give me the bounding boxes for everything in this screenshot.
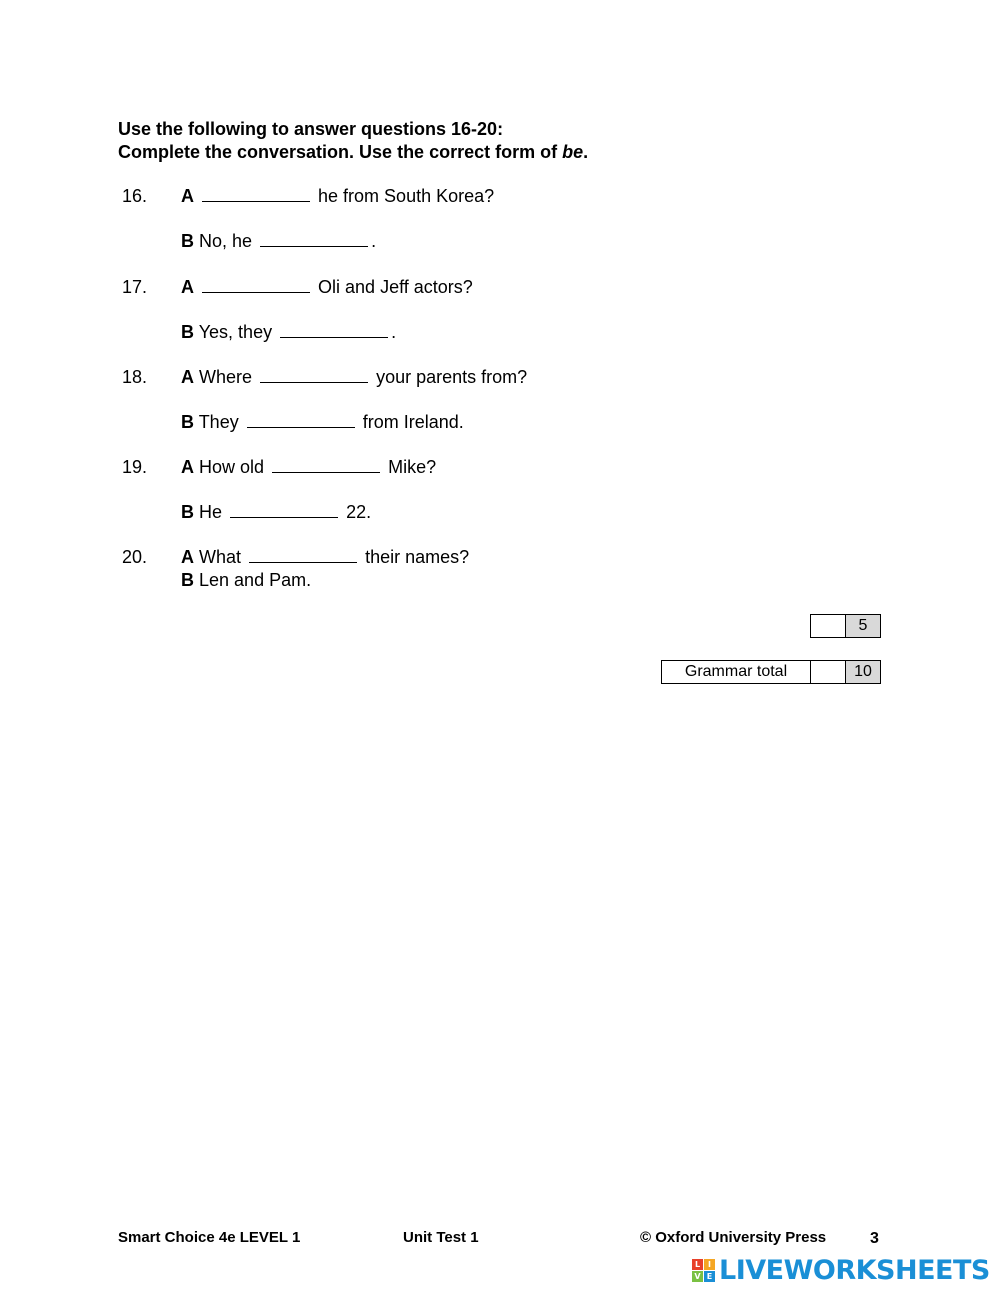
speaker-label: B <box>181 322 194 342</box>
instruction-subheading <box>118 142 588 163</box>
instruction-period: . <box>583 142 589 162</box>
speaker-label: A <box>181 457 194 477</box>
instruction-text: Complete the conversation. Use the correct form of <box>118 142 563 162</box>
speaker-label: B <box>181 412 194 432</box>
liveworksheets-wordmark: LIVEWORKSHEETS <box>719 1254 990 1286</box>
line-text: How old <box>199 457 265 477</box>
answer-blank[interactable] <box>272 458 380 473</box>
line-text: . <box>391 322 397 342</box>
logo-tile: I <box>704 1259 715 1270</box>
line-text: 22. <box>346 502 372 522</box>
line-text: Yes, they <box>198 322 273 342</box>
line-text: he from South Korea? <box>318 186 495 206</box>
grammar-total-input[interactable] <box>811 661 846 684</box>
instruction-heading: Use the following to answer questions 16-20: <box>118 119 504 139</box>
liveworksheets-logo-icon <box>692 1259 715 1282</box>
logo-tile: E <box>704 1271 715 1282</box>
line-text: They <box>198 412 239 432</box>
line-text: He <box>199 502 223 522</box>
line-text: from Ireland. <box>362 412 464 432</box>
line-text: No, he <box>199 231 253 251</box>
speaker-label: A <box>181 277 194 297</box>
answer-blank[interactable] <box>260 368 368 383</box>
logo-tile: V <box>692 1271 703 1282</box>
footer-book-title: Smart Choice 4e LEVEL 1 <box>118 1229 301 1246</box>
question-20-line-a <box>181 547 469 568</box>
grammar-total-max: 10 <box>846 661 881 684</box>
liveworksheets-watermark <box>692 1255 990 1285</box>
answer-blank[interactable] <box>260 232 368 247</box>
question-number-19: 19. <box>122 457 148 477</box>
line-text: Len and Pam. <box>199 570 312 590</box>
question-number-16: 16. <box>122 186 148 206</box>
instruction-emphasis: be <box>562 142 584 162</box>
question-16-line-a <box>181 186 494 207</box>
question-19-line-b <box>181 502 371 523</box>
answer-blank[interactable] <box>202 187 310 202</box>
question-16-line-b <box>181 231 376 252</box>
footer-unit: Unit Test 1 <box>403 1229 479 1246</box>
line-text: . <box>371 231 377 251</box>
answer-blank[interactable] <box>280 323 388 338</box>
question-17-line-b <box>181 322 396 343</box>
answer-blank[interactable] <box>247 413 355 428</box>
speaker-label: B <box>181 570 194 590</box>
speaker-label: B <box>181 231 194 251</box>
footer-publisher: © Oxford University Press <box>640 1229 827 1246</box>
question-17-line-a <box>181 277 473 298</box>
speaker-label: A <box>181 367 194 387</box>
question-18-line-a <box>181 367 527 388</box>
answer-blank[interactable] <box>249 548 357 563</box>
question-19-line-a <box>181 457 436 478</box>
line-text: Where <box>199 367 253 387</box>
answer-blank[interactable] <box>202 278 310 293</box>
page-number: 3 <box>870 1230 879 1247</box>
question-number-20: 20. <box>122 547 148 567</box>
logo-tile: L <box>692 1259 703 1270</box>
section-score-box <box>810 614 881 638</box>
question-number-18: 18. <box>122 367 148 387</box>
line-text: Mike? <box>388 457 437 477</box>
speaker-label: A <box>181 547 194 567</box>
grammar-total-box <box>661 660 881 684</box>
line-text: your parents from? <box>376 367 528 387</box>
question-number-17: 17. <box>122 277 148 297</box>
answer-blank[interactable] <box>230 503 338 518</box>
line-text: Oli and Jeff actors? <box>318 277 473 297</box>
section-score-input[interactable] <box>811 615 846 638</box>
line-text: their names? <box>365 547 470 567</box>
speaker-label: B <box>181 502 194 522</box>
question-18-line-b <box>181 412 464 433</box>
grammar-total-label: Grammar total <box>662 661 811 684</box>
section-score-max: 5 <box>846 615 881 638</box>
line-text: What <box>199 547 242 567</box>
speaker-label: A <box>181 186 194 206</box>
question-20-line-b <box>181 570 311 591</box>
